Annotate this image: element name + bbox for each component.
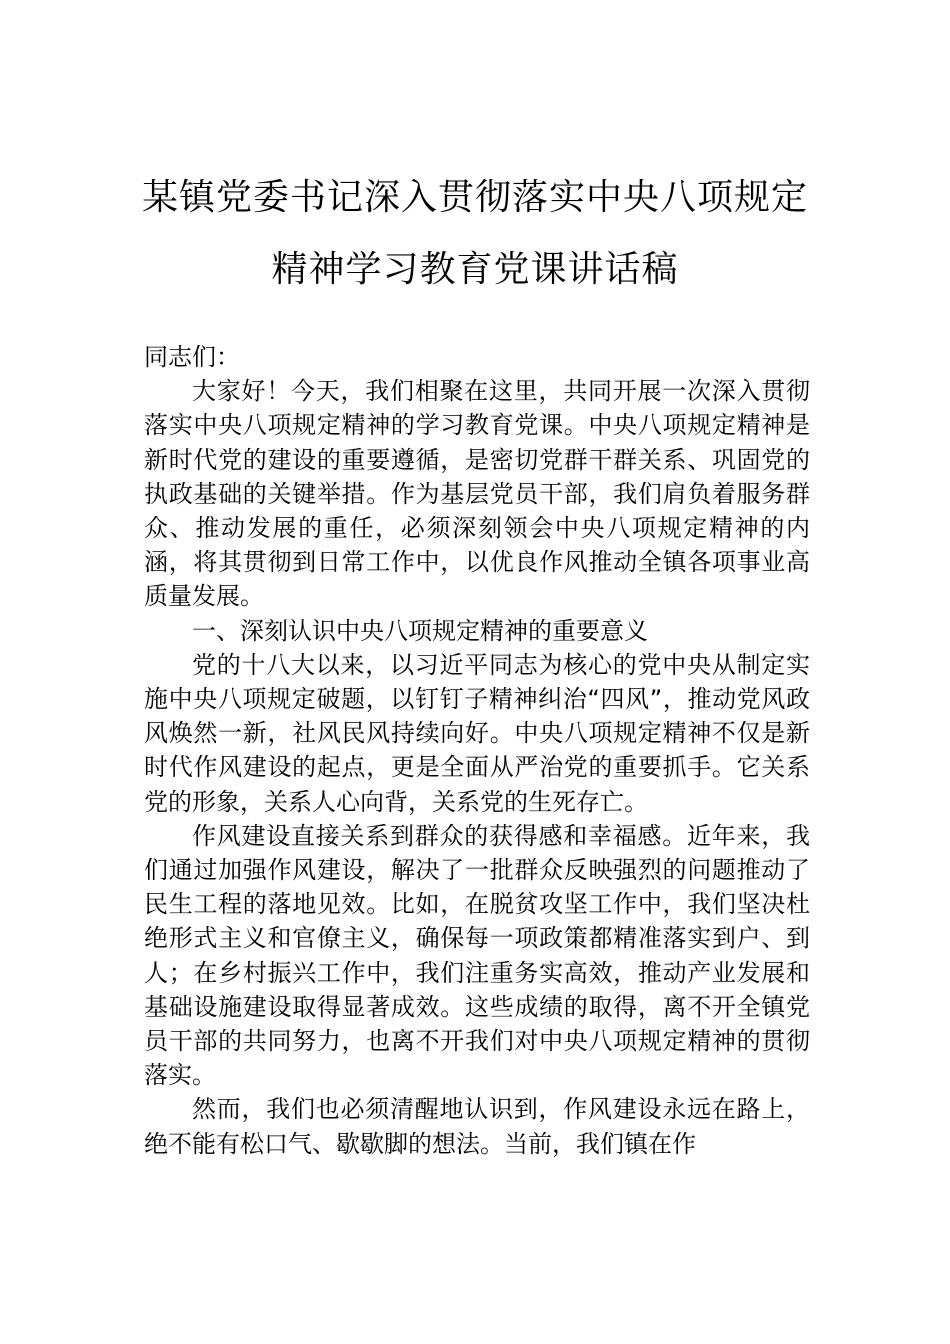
document-title-line-1: 某镇党委书记深入贯彻落实中央八项规定 xyxy=(141,177,808,218)
paragraph: 作风建设直接关系到群众的获得感和幸福感。近年来，我们通过加强作风建设，解决了一批群众反映强烈的问题推动了民生工程的落地见效。比如，在脱贫攻坚工作中，我们坚决杜绝形式主义和官僚主义，确保每一项政策都精准落实到户、到人；在乡村振兴工作中，我们注重务实高效，推动产业发展和基础设施建设取得显著成效。这些成绩的取得，离不开全镇党员干部的共同努力，也离不开我们对中央八项规定精神的贯彻落实。 xyxy=(144,821,810,1090)
paragraph-intro: 大家好！今天，我们相聚在这里，共同开展一次深入贯彻落实中央八项规定精神的学习教育党课。中央八项规定精神是新时代党的建设的重要遵循，是密切党群干群关系、巩固党的执政基础的关键举措。作为基层党员干部，我们肩负着服务群众、推动发展的重任，必须深刻领会中央八项规定精神的内涵，将其贯彻到日常工作中，以优良作风推动全镇各项事业高质量发展。 xyxy=(144,377,810,611)
document-body xyxy=(144,340,810,1161)
salutation: 同志们： xyxy=(144,343,240,371)
paragraph: 党的十八大以来，以习近平同志为核心的党中央从制定实施中央八项规定破题，以钉钉子精神纠治“四风”，推动党风政风焕然一新，社风民风持续向好。中央八项规定精神不仅是新时代作风建设的起点，更是全面从严治党的重要抓手。它关系党的形象，关系人心向背，关系党的生死存亡。 xyxy=(144,650,810,816)
document-title-line-2: 精神学习教育党课讲话稿 xyxy=(271,249,679,290)
paragraph: 然而，我们也必须清醒地认识到，作风建设永远在路上，绝不能有松口气、歇歇脚的想法。当前，我们镇在作 xyxy=(144,1095,810,1158)
section-heading: 一、深刻认识中央八项规定精神的重要意义 xyxy=(192,616,648,645)
